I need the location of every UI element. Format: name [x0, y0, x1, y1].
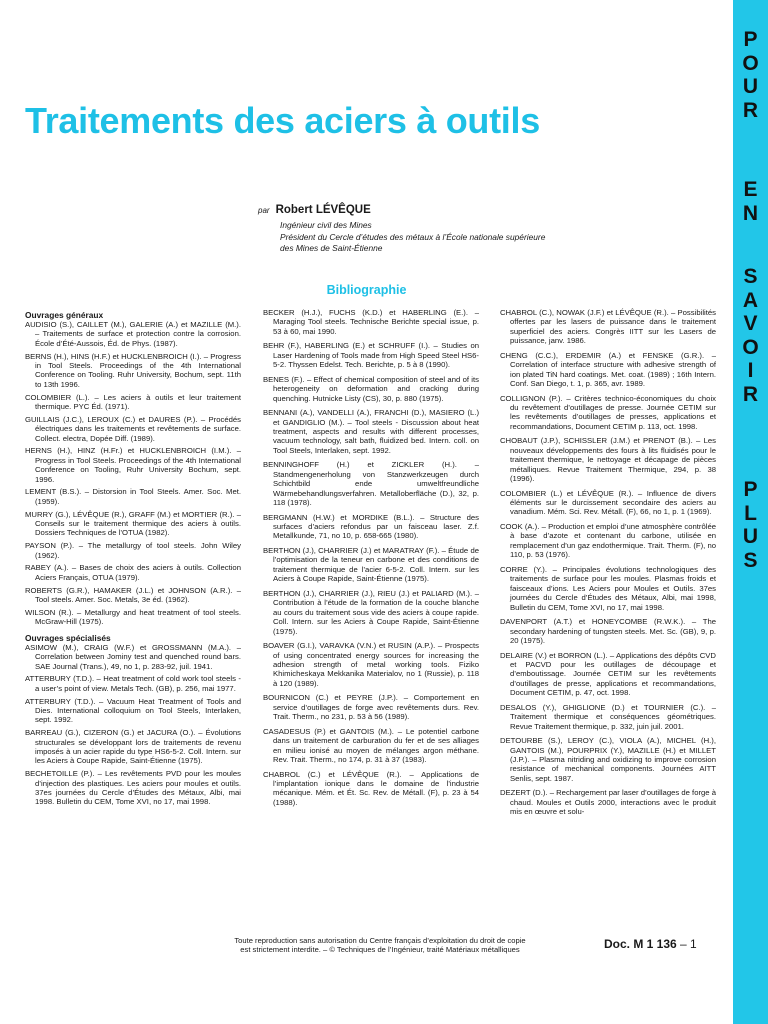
- author-block: [258, 204, 678, 255]
- bibliography-entry: GUILLAIS (J.C.), LEROUX (C.) et DAURES (P.). – Procédés électriques dans les traitements et revêtements de surface. Collect. electra, Dopée Diff. (1989).: [25, 414, 241, 443]
- bibliography-entry: CHABROL (C.), NOWAK (J.F.) et LÉVÊQUE (R.). – Possibilités offertes par les lasers de puissance dans le traitement superficiel des aciers. Congrès IITT sur les Lasers de puissance, janv. 1986.: [500, 308, 716, 346]
- copyright-notice: [180, 936, 580, 954]
- bibliography-entry: ROBERTS (G.R.), HAMAKER (J.L.) et JOHNSON (A.R.). – Tool steels. Amer. Soc. Metals, 3e éd. (1962).: [25, 585, 241, 605]
- bibliography-entry: BERTHON (J.), CHARRIER (J.), RIEU (J.) et PALIARD (M.). – Contribution à l’étude de la formation de la couche blanche au cours du traitement sous vide des aciers à coupe rapide. Coll. Intern. sur les Aciers à Coupe Rapide, Saint-Étienne (1975).: [263, 588, 479, 636]
- bibliography-entry: LEMENT (B.S.). – Distorsion in Tool Steels. Amer. Soc. Met. (1959).: [25, 487, 241, 506]
- bibliography-entry: BECHETOILLE (P.). – Les revêtements PVD pour les moules d’injection des plastiques. Les aciers pour moules et outils. 37es journées du Cercle d’Études des Métaux, Albi, mai 1998. Bulletin du CEM, Tome XVI, no 17, mai 1998.: [25, 769, 241, 807]
- bibliography-entry: DETOURBE (S.), LEROY (C.), VIOLA (A.), MICHEL (H.), GANTOIS (M.), POURPRIX (Y.), MAZILLE (H.) et MILLET (J.P.). – Plasma nitriding and oxidizing to improve corrosion resistance of mechanical components. Journées AITT Senlis, sept. 1987.: [500, 736, 716, 783]
- bibliography-entry: BENNINGHOFF (H.) et ZICKLER (H.). – Standmengenerholung von Stanzwerkzeugen durch Schichtbild ende umweltfreundliche Wärmebehandlungsverfahren. Metalloberfläche (D.), 32, p. 118 (1978).: [263, 460, 479, 508]
- bibliography-entry: BENNANI (A.), VANDELLI (A.), FRANCHI (D.), MASIERO (L.) et GANDIGLIO (M.). – Tool steels - Discussion about heat treatment, aspects and results with different processes, vacuum technology, salt bath, fluidized bed. Intern. coll. on Tool Steels, Interlaken, sept. 1992.: [263, 408, 479, 455]
- bibliography-entry: CHENG (C.C.), ERDEMIR (A.) et FENSKE (G.R.). – Correlation of interface structure with adhesive strength of ion plated TiN hard coatings. Met. coat. (1989) ; 16th Intern. Conf. San Diego, t. 1, p. 365, avr. 1989.: [500, 350, 716, 389]
- bibliography-entry: BERTHON (J.), CHARRIER (J.) et MARATRAY (F.). – Étude de l’optimisation de la teneur en carbone et des conditions de traitement thermique de l’acier 6-5-2. Coll. Intern. sur les Aciers à Coupe Rapide, Saint-Étienne (1975).: [263, 546, 479, 584]
- subheading-general: Ouvrages généraux: [25, 310, 104, 320]
- bibliography-entry: CORRE (Y.). – Principales évolutions technologiques des traitements de surface pour les moules. Plasmas froids et faisceaux d’ions. Les Aciers pour Moules et Outils. 37es journées du Cercle d’Études des Métaux, Albi, mai 1998, Bulletin du CEM, Tome XVI, no 17, mai 1998.: [500, 564, 716, 612]
- author-affiliation-1: Ingénieur civil des Mines: [280, 220, 372, 230]
- bibliography-entry: MURRY (G.), LÉVÊQUE (R.), GRAFF (M.) et MORTIER (R.). – Conseils sur le traitement thermique des aciers à outils. Dossiers Techniques de l’OTUA (1982).: [25, 509, 241, 538]
- bibliography-entry: DESALOS (Y.), GHIGLIONE (D.) et TOURNIER (C.). – Traitement thermique et conséquences géométriques. Revue Traitement thermique, p. 332, juin juil. 2001.: [500, 702, 716, 731]
- bibliography-column-2: [263, 308, 479, 900]
- side-word-plus: P L U S: [742, 478, 759, 572]
- author-affiliation-3: des Mines de Saint-Étienne: [280, 243, 383, 253]
- page-separator: –: [676, 937, 691, 951]
- bibliography-entry: CHOBAUT (J.P.), SCHISSLER (J.M.) et PRENOT (B.). – Les nouveaux développements des fours à lits fluidisés pour le traitement thermique, le nettoyage et décapage de pièces métalliques. Revue Traitement Thermique, 294, p. 38 (1996).: [500, 436, 716, 484]
- page-number: 1: [690, 937, 697, 951]
- bibliography-column-3: [500, 308, 716, 900]
- bibliography-entry: BEHR (F.), HABERLING (E.) et SCHRUFF (I.). – Studies on Laser Hardening of Tools made from High Speed Steel HS6-5-2. Thyssen Edelst. Tech. Berichte, p. 5 à 8 (1990).: [263, 341, 479, 370]
- bibliography-entry: BENES (F.). – Effect of chemical composition of steel and of its heterogeneity on deformation and cracking during quenching. Hutnicke Listy (CS), 30, p. 880 (1975).: [263, 374, 479, 403]
- copyright-line-2: est strictement interdite. – © Techniques de l’Ingénieur, traité Matériaux métalliques: [240, 945, 520, 954]
- author-prefix: par: [258, 206, 270, 215]
- bibliography-entry: BERNS (H.), HINS (H.F.) et HUCKLENBROICH (I.). – Progress in Tool Steels. Proceedings of the 4th International Conference on Tooling. Ruhr University, Bochum, sept. 11th to 13th 1996.: [25, 351, 241, 389]
- copyright-line-1: Toute reproduction sans autorisation du Centre français d’exploitation du droit de copie: [234, 936, 526, 945]
- bibliography-entry: BOURNICON (C.) et PEYRE (J.P.). – Comportement en service d’outillages de forge avec revêtements durs. Rev. Trait. Therm., no 231, p. 53 à 56 (1989).: [263, 693, 479, 722]
- bibliography-column-1: [25, 310, 241, 902]
- doc-label: Doc. M 1 136: [604, 937, 677, 951]
- section-title: Bibliographie: [326, 283, 407, 297]
- bibliography-entry: DEZERT (D.). – Rechargement par laser d’outillages de forge à chaud. Moules et Outils 2000, interactions avec le produit mis en œuvre et solu-: [500, 788, 716, 817]
- bibliography-entry: WILSON (R.). – Metallurgy and heat treatment of tool steels. McGraw-Hill (1975).: [25, 607, 241, 627]
- bibliography-entry: ATTERBURY (T.D.). – Vacuum Heat Treatment of Tools and Dies. International colloquium on Tool Steels, Interlaken, sept. 1992.: [25, 696, 241, 725]
- bibliography-entry: DELAIRE (V.) et BORRON (L.). – Applications des dépôts CVD et PACVD pour les outillages de découpage et d’emboutissage. Journée CETIM sur les revêtements d’outillages de presse, applications et recommandations, Document CETIM, p. 47, oct. 1998.: [500, 650, 716, 698]
- bibliography-entry: BECKER (H.J.), FUCHS (K.D.) et HABERLING (E.). – Maraging Tool steels. Technische Berichte special issue, p. 53 à 60, mai 1990.: [263, 308, 479, 336]
- document-reference: [604, 937, 697, 951]
- side-word-savoir: S A V O I R: [742, 265, 759, 406]
- bibliography-entry: COLOMBIER (L.) et LÉVÊQUE (R.). – Influence de divers éléments sur le durcissement secondaire des aciers au vanadium. Mém. Sci. Rev. Métall. (F), 66, no 1, p. 1 (1969).: [500, 488, 716, 517]
- bibliography-entry: BERGMANN (H.W.) et MORDIKE (B.L.). – Structure des surfaces d’aciers refondus par un faisceau laser. Z.f. Metallkunde, 71, no 10, p. 658-665 (1980).: [263, 512, 479, 541]
- bibliography-entry: ATTERBURY (T.D.). – Heat treatment of cold work tool steels - a user’s point of view. Metals Tech. (GB), p. 256, mai 1977.: [25, 674, 241, 693]
- bibliography-entry: HERNS (H.), HINZ (H.Fr.) et HUCKLENBROICH (I.M.). – Progress in Tool Steels. Proceedings of the 4th International Conference on Tooling, Ruhr University Bochum, sept. 1996.: [25, 446, 241, 484]
- bibliography-entry: COOK (A.). – Production et emploi d’une atmosphère contrôlée à base d’azote et contenant du carbone, utilisée en remplacement d’un gaz endothermique. Trait. Therm. (F), no 110, p. 53 (1976).: [500, 522, 716, 560]
- page-title: Traitements des aciers à outils: [25, 100, 540, 141]
- side-banner: [733, 0, 768, 1024]
- bibliography-entry: BARREAU (G.), CIZERON (G.) et JACURA (O.). – Évolutions structurales se développant lors de traitements de revenu imposés à un acier rapide du type HS6-5-2. Coll. Intern. sur les Aciers à Coupe Rapide, Saint-Étienne (1975).: [25, 728, 241, 766]
- bibliography-entry: AUDISIO (S.), CAILLET (M.), GALERIE (A.) et MAZILLE (M.). – Traitements de surface et protection contre la corrosion. École d’Été-Aussois, Éd. de Phys. (1987).: [25, 320, 241, 348]
- side-word-pour: P O U R: [742, 28, 759, 122]
- bibliography-entry: COLOMBIER (L.). – Les aciers à outils et leur traitement thermique. PYC Éd. (1971).: [25, 392, 241, 412]
- bibliography-entry: RABEY (A.). – Bases de choix des aciers à outils. Collection Aciers Français, OTUA (1979).: [25, 563, 241, 582]
- bibliography-entry: CHABROL (C.) et LÉVÊQUE (R.). – Applications de l’implantation ionique dans le domaine de l’industrie mécanique. Mém. et Ét. Sc. Rev. de Métall. (F), p. 23 à 54 (1988).: [263, 769, 479, 807]
- bibliography-entry: ASIMOW (M.), CRAIG (W.F.) et GROSSMANN (M.A.). – Correlation between Jominy test and quenched round bars. SAE Journal (Trans.), 49, no 1, p. 283-92, juil. 1941.: [25, 642, 241, 671]
- bibliography-entry: DAVENPORT (A.T.) et HONEYCOMBE (R.W.K.). – The secondary hardening of tungsten steels. Met. Sc. (GB), 9, p. 20 (1975).: [500, 617, 716, 645]
- bibliography-entry: PAYSON (P.). – The metallurgy of tool steels. John Wiley (1962).: [25, 541, 241, 560]
- bibliography-entry: BOAVER (G.I.), VARAVKA (V.N.) et RUSIN (A.P.). – Prospects of using concentrated energy sources for increasing the adhesion strength of metal working tools. Fiziko Khimicheskaya Mekkanika Materialov, no 1 (Russie), p. 118 à 120 (1989).: [263, 641, 479, 688]
- author-affiliation-2: Président du Cercle d’études des métaux à l’École nationale supérieure: [280, 231, 546, 242]
- bibliography-entry: COLLIGNON (P.). – Critères technico-économiques du choix du revêtement d’outillages de presse. Journée CETIM sur les revêtements d’outillages de presses, applications et recommandations, Document CETIM p. 113, oct. 1998.: [500, 393, 716, 431]
- bibliography-entry: CASADESUS (P.) et GANTOIS (M.). – Le potentiel carbone dans un traitement de carburation du fer et de ses alliages en milieu ionisé au moyen de mélanges argon méthane. Rev. Trait. Therm., no 174, p. 31 à 37 (1983).: [263, 726, 479, 764]
- author-name: Robert LÉVÊQUE: [275, 204, 371, 216]
- subheading-special: Ouvrages spécialisés: [25, 632, 111, 643]
- side-word-en: E N: [742, 178, 759, 225]
